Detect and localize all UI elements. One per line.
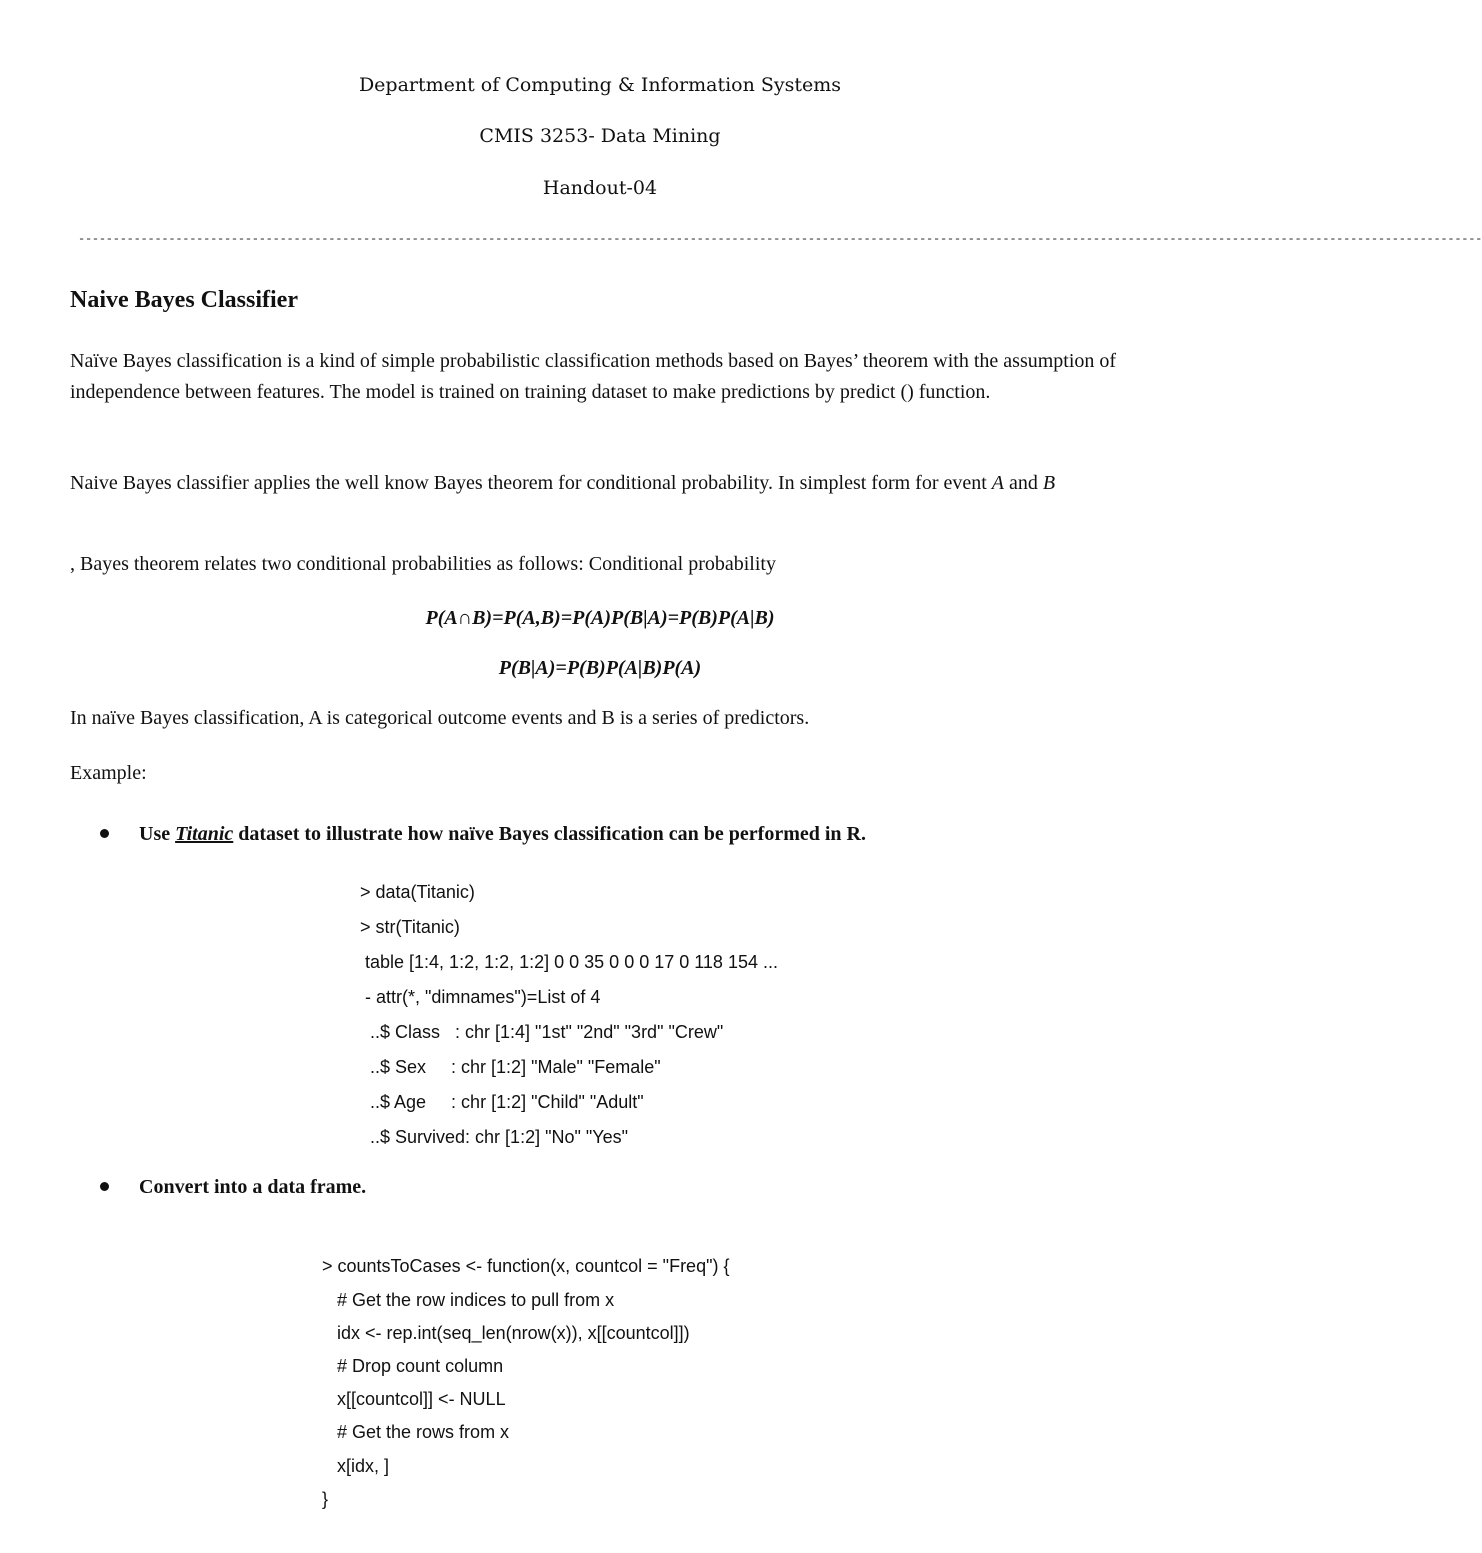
bayes-relates-text: , Bayes theorem relates two conditional probabilities as follows: Conditional probability (70, 553, 776, 575)
handout-number: Handout-04 (542, 177, 658, 199)
example-label: Example: (70, 762, 147, 784)
bullet-titanic-suffix: dataset to illustrate how naïve Bayes classification can be performed in R. (233, 823, 866, 845)
bullet-convert (100, 1176, 366, 1199)
code-line: ..$ Age : chr [1:2] "Child" "Adult" (360, 1092, 644, 1112)
bullet-titanic-prefix: Use (139, 823, 176, 845)
event-b-symbol: B (1042, 472, 1056, 494)
code-line: ..$ Survived: chr [1:2] "No" "Yes" (360, 1127, 629, 1147)
code-line: - attr(*, "dimnames")=List of 4 (360, 987, 601, 1007)
formula-joint-probability: P(A∩B)=P(A,B)=P(A)P(B|A)=P(B)P(A|B) (425, 607, 775, 629)
dashed-divider: ---------------------------------------------------------------------------------------------------------------------------------------------------------------------------------------------------------- (78, 232, 1482, 246)
code-line: x[idx, ] (322, 1456, 390, 1476)
code-line: > data(Titanic) (360, 882, 475, 902)
intro-paragraph: Naïve Bayes classification is a kind of simple probabilistic classification methods based on Bayes’ theorem with the assumption of independence between features. The model is trained on training dataset to make predictions by predict () function. (70, 350, 1117, 403)
code-line: ..$ Class : chr [1:4] "1st" "2nd" "3rd" "Crew" (360, 1022, 724, 1042)
code-line: # Drop count column (322, 1356, 504, 1376)
department-title: Department of Computing & Information Systems (358, 74, 842, 96)
bullet-dot-icon (100, 829, 109, 838)
code-line: > countsToCases <- function(x, countcol = "Freq") { (322, 1256, 730, 1276)
theorem-intro-text: Naive Bayes classifier applies the well know Bayes theorem for conditional probability. In simplest form for event (70, 472, 992, 494)
code-line: # Get the rows from x (322, 1422, 510, 1442)
code-line: x[[countcol]] <- NULL (322, 1389, 506, 1409)
code-line: > str(Titanic) (360, 917, 460, 937)
code-line: table [1:4, 1:2, 1:2, 1:2] 0 0 35 0 0 0 17 0 118 154 ... (360, 952, 778, 972)
section-heading: Naive Bayes Classifier (70, 287, 298, 313)
bullet-dot-icon (100, 1182, 109, 1191)
naive-bayes-definition: In naïve Bayes classification, A is categorical outcome events and B is a series of predictors. (70, 707, 810, 729)
formula-bayes-theorem: P(B|A)=P(B)P(A|B)P(A) (498, 657, 702, 679)
bullet-titanic (100, 823, 866, 846)
titanic-emphasis: Titanic (175, 823, 234, 845)
theorem-intro-paragraph (70, 470, 1130, 497)
course-title: CMIS 3253- Data Mining (479, 125, 721, 147)
bullet-convert-text: Convert into a data frame. (139, 1176, 367, 1198)
event-a-symbol: A (991, 472, 1005, 494)
code-line: idx <- rep.int(seq_len(nrow(x)), x[[countcol]]) (322, 1323, 690, 1343)
and-word: and (1004, 472, 1043, 494)
code-line: } (322, 1489, 329, 1509)
code-line: ..$ Sex : chr [1:2] "Male" "Female" (360, 1057, 661, 1077)
code-line: # Get the row indices to pull from x (322, 1290, 615, 1310)
